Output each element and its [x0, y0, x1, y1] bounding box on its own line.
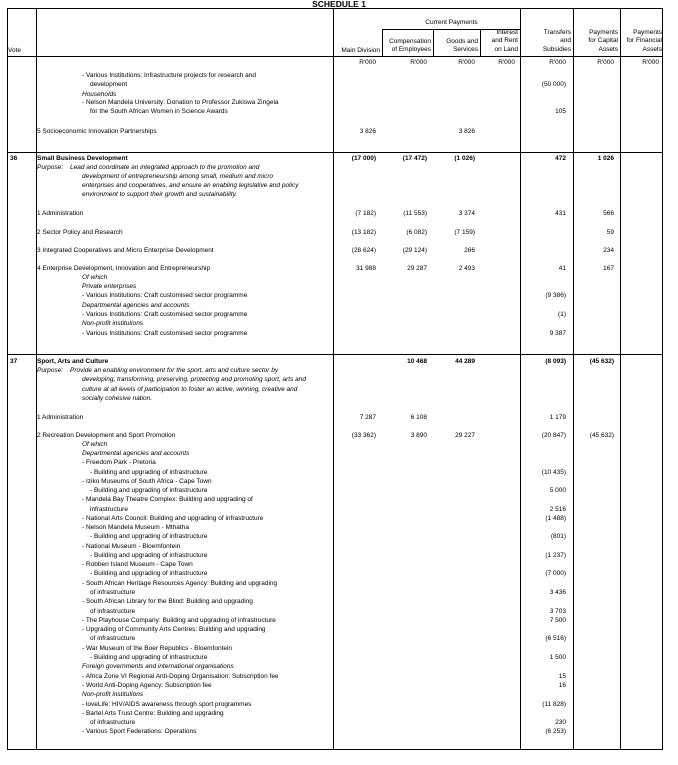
row-label: - Mandela Bay Theatre Complex: Building and upgrading of [82, 496, 253, 503]
row-label: - Bartel Arts Trust Centre: Building and upgrading [82, 710, 224, 717]
compensation-header [383, 38, 431, 55]
interest-rent-header [481, 29, 518, 54]
transfers-value: (6 516) [545, 635, 566, 642]
row-label: - National Museum - Bloemfontein [82, 543, 181, 550]
unit-label: R'000 [359, 59, 376, 66]
main-division-value: (33 362) [351, 432, 376, 439]
transfers-value: (20 847) [541, 432, 566, 439]
goods-services-header [434, 38, 478, 55]
row-label: - Various Institutions: Craft customised sector programme [82, 330, 248, 337]
main-division-value: (13 182) [351, 229, 376, 236]
goods-services-value: 3 826 [458, 128, 475, 135]
row-label: - loveLife: HIV/AIDS awareness through sport programmes [82, 701, 252, 708]
transfers-value: 1 179 [549, 414, 566, 421]
capital-assets-value: (45 632) [589, 358, 614, 365]
transfers-value: 105 [555, 108, 566, 115]
row-label: - Building and upgrading of infrastructure [90, 487, 208, 494]
row-label: enterprises and cooperatives, and ensure an enabling legislative and policy [82, 182, 299, 189]
header-line: and Rent [491, 37, 518, 45]
goods-services-value: (7 159) [454, 229, 475, 236]
row-label: 2 Recreation Development and Sport Promotion [37, 432, 176, 439]
main-division-value: 3 826 [359, 128, 376, 135]
row-label: culture at all levels of participation to foster an active, winning, creative and [82, 386, 298, 393]
row-label: - Building and upgrading of infrastructure [90, 552, 208, 559]
main-division-value: 7 287 [359, 414, 376, 421]
vote-number: 37 [10, 358, 18, 365]
transfers-value: 3 703 [549, 608, 566, 615]
row-label: development of entrepreneurship among small, medium and micro [82, 173, 274, 180]
header-line: for Financial [626, 37, 662, 45]
row-label: for the South African Women in Science Awards [90, 108, 228, 115]
vote-number: 36 [10, 155, 18, 162]
row-label: - South African Library for the Blind: Building and upgrading [82, 598, 253, 605]
row-label: developing, transforming, preserving, protecting and promoting sport, arts and [82, 376, 307, 383]
header-line: Interest [496, 29, 518, 36]
row-label: - Various Institutions: Infrastructure projects for research and [82, 72, 257, 79]
header-line: and [560, 37, 571, 45]
header-line: Transfers [543, 29, 571, 36]
row-label: Departmental agencies and accounts [82, 450, 190, 457]
header-line: on Land [494, 45, 518, 53]
unit-label: R'000 [642, 59, 659, 66]
unit-label: R'000 [549, 59, 566, 66]
row-label: - National Arts Council: Building and upgrading of infrastructure [82, 515, 264, 522]
row-label: - Upgrading of Community Arts Centres: Building and upgrading [82, 626, 266, 633]
main-division-value: (7 182) [355, 210, 376, 217]
capital-assets-header [574, 29, 618, 54]
transfers-value: 230 [555, 719, 566, 726]
transfers-value: (11 828) [542, 701, 566, 708]
transfers-value: 15 [558, 673, 566, 680]
transfers-value: (50 000) [541, 81, 566, 88]
compensation-value: 29 287 [407, 265, 427, 272]
goods-services-value: 3 374 [458, 210, 475, 217]
header-line: Compensation [389, 38, 431, 45]
row-label: - Nelson Mandela University: Donation to Professor Zukiswa Zingela [82, 99, 279, 106]
capital-assets-value: 167 [603, 265, 614, 272]
header-line: of Employees [391, 46, 431, 54]
transfers-value: 1 500 [549, 654, 566, 661]
capital-assets-value: 566 [603, 210, 614, 217]
unit-label: R'000 [458, 59, 475, 66]
goods-services-value: 2 493 [458, 265, 475, 272]
row-label: Non-profit institutions [82, 320, 144, 327]
row-label: development [90, 81, 128, 88]
row-label: - Building and upgrading of infrastructure [90, 654, 208, 661]
row-label: - Robben Island Museum - Cape Town [82, 561, 193, 568]
row-label: infrastructure [90, 506, 128, 513]
compensation-value: 6 108 [410, 414, 427, 421]
vote-separator [7, 354, 663, 355]
header-line: Goods and [446, 38, 478, 45]
capital-assets-value: 59 [606, 229, 614, 236]
transfers-value: 472 [555, 155, 566, 162]
transfers-value: (6 253) [545, 728, 566, 735]
vote-header: Vote [8, 47, 22, 54]
row-label: Private enterprises [82, 283, 137, 290]
schedule-title: SCHEDULE 1 [312, 0, 366, 9]
row-label: environment to support their growth and sustainability. [82, 191, 238, 198]
header-line: Payments [633, 29, 662, 36]
current-payments-header: Current Payments [425, 19, 478, 26]
capital-assets-value: 1 026 [597, 155, 614, 162]
row-label: Households [82, 91, 117, 98]
row-label: Non-profit institutions [82, 691, 144, 698]
row-label: of infrastructure [90, 608, 136, 615]
row-label: Of which [82, 441, 108, 448]
transfers-value: (1 237) [545, 552, 566, 559]
compensation-value: 10 468 [407, 358, 427, 365]
compensation-value: (29 124) [402, 247, 427, 254]
capital-assets-value: (45 632) [589, 432, 614, 439]
transfers-value: 16 [558, 682, 566, 689]
goods-services-value: 266 [464, 247, 475, 254]
main-division-value: 31 988 [356, 265, 376, 272]
row-label: Of which [82, 274, 108, 281]
transfers-value: (7 000) [545, 570, 566, 577]
transfers-value: 2 516 [549, 506, 566, 513]
row-label: of infrastructure [90, 589, 136, 596]
row-label: Small Business Development [37, 155, 128, 162]
header-line: Payments [589, 29, 618, 36]
row-label: - Building and upgrading of infrastructure [90, 469, 208, 476]
transfers-value: 431 [555, 210, 566, 217]
row-label: - Building and upgrading of infrastructure [90, 533, 208, 540]
col-divider [573, 8, 574, 750]
col-divider [620, 8, 621, 750]
row-label: - Iziko Museums of South Africa - Cape Town [82, 478, 212, 485]
row-label: 4 Enterprise Development, Innovation and Entrepreneurship [37, 265, 211, 272]
col-divider [36, 8, 37, 750]
transfers-value: (1 488) [545, 515, 566, 522]
unit-label: R'000 [410, 59, 427, 66]
compensation-value: (17 472) [402, 155, 427, 162]
row-label: 1 Administration [37, 210, 84, 217]
row-label: - Various Sport Federations: Operations [82, 728, 197, 735]
goods-services-value: 29 227 [455, 432, 475, 439]
transfers-header [521, 29, 571, 54]
row-label: - Africa Zone VI Regional Anti-Doping Organisation: Subscription fee [82, 673, 279, 680]
row-label: Purpose: [37, 367, 64, 374]
row-label: socially cohesive nation. [82, 395, 153, 402]
row-label: - Various Institutions: Craft customised sector programme [82, 311, 248, 318]
main-division-value: (28 624) [351, 247, 376, 254]
row-label: Lead and coordinate an integrated approach to the promotion and [70, 164, 260, 171]
col-divider [333, 8, 334, 750]
transfers-value: (8 093) [545, 358, 566, 365]
unit-label: R'000 [498, 59, 515, 66]
goods-services-value: (1 026) [454, 155, 475, 162]
row-label: - Various Institutions: Craft customised sector programme [82, 292, 248, 299]
transfers-value: 41 [558, 265, 566, 272]
row-label: 3 Integrated Cooperatives and Micro Enterprise Development [37, 247, 214, 254]
transfers-value: 9 387 [549, 330, 566, 337]
header-line: Services [453, 46, 478, 54]
row-label: 2 Sector Policy and Research [37, 229, 123, 236]
row-label: - South African Heritage Resources Agency: Building and upgrading [82, 580, 278, 587]
row-label: Foreign governments and international organisations [82, 663, 234, 670]
header-rule [7, 56, 663, 57]
header-line: Subsidies [542, 45, 571, 53]
row-label: Departmental agencies and accounts [82, 302, 190, 309]
row-label: 1 Administration [37, 414, 84, 421]
transfers-value: (801) [550, 533, 566, 540]
transfers-value: 5 000 [549, 487, 566, 494]
header-line: Assets [642, 45, 662, 53]
transfers-value: (1) [558, 311, 566, 318]
compensation-value: (11 553) [403, 210, 427, 217]
row-label: - Nelson Mandela Museum - Mthatha [82, 524, 189, 531]
row-label: - Building and upgrading of infrastructure [90, 570, 208, 577]
header-line: for Capital [588, 37, 618, 45]
header-line: Assets [598, 45, 618, 53]
financial-assets-header [621, 29, 662, 54]
row-label: Purpose: [37, 164, 64, 171]
transfers-value: 3 436 [549, 589, 566, 596]
goods-services-value: 44 289 [455, 358, 475, 365]
row-label: of infrastructure [90, 719, 136, 726]
transfers-value: (9 386) [545, 292, 566, 299]
compensation-value: 3 890 [410, 432, 427, 439]
unit-label: R'000 [597, 59, 614, 66]
row-label: 5 Socioeconomic Innovation Partnerships [37, 128, 157, 135]
row-label: of infrastructure [90, 635, 136, 642]
capital-assets-value: 234 [603, 247, 614, 254]
vote-separator [7, 152, 663, 153]
row-label: Provide an enabling environment for the sport, arts and culture sector by [70, 367, 279, 374]
transfers-value: (10 435) [541, 469, 566, 476]
row-label: - World Anti-Doping Agency: Subscription fee [82, 682, 212, 689]
row-label: - War Museum of the Boer Republics - Bloemfontein [82, 645, 233, 652]
main-division-header: Main Division [341, 47, 380, 54]
row-label: Sport, Arts and Culture [37, 358, 109, 365]
transfers-value: 7 500 [549, 617, 566, 624]
compensation-value: (6 082) [406, 229, 427, 236]
main-division-value: (17 000) [351, 155, 376, 162]
row-label: - Freedom Park - Pretoria [82, 459, 156, 466]
row-label: - The Playhouse Company: Building and upgrading of infrastructure [82, 617, 276, 624]
